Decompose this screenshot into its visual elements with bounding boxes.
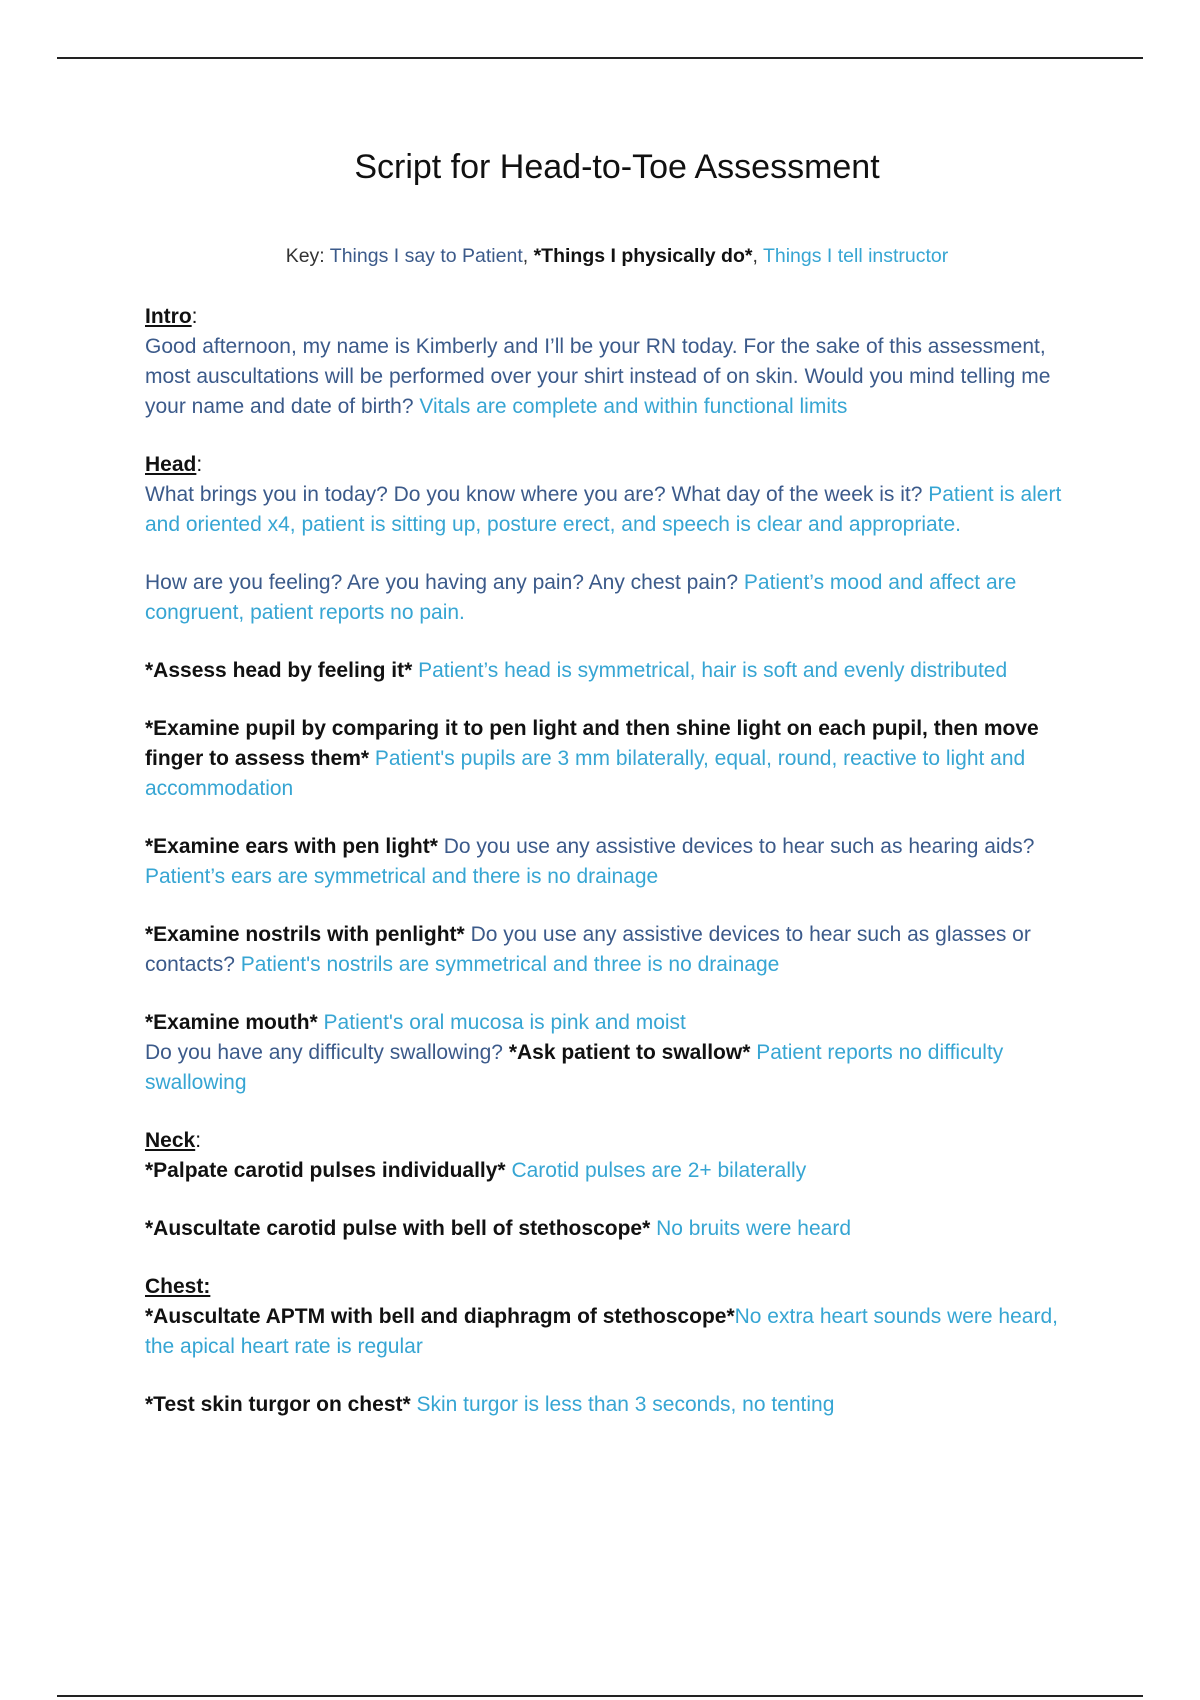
head-p8-tell: Patient reports no difficulty swallowing [145,1041,1004,1094]
head-p5-do: *Examine ears with pen light* [145,835,444,858]
head-p6-say: Do you use any assistive devices to hear such as glasses or contacts? [145,923,1031,976]
chest-p2-tell: Skin turgor is less than 3 seconds, no tenting [416,1393,835,1416]
head-p6-tell: Patient's nostrils are symmetrical and three is no drainage [240,953,780,976]
head-p7-do: *Examine mouth* [145,1011,324,1034]
head-paragraph-3 [145,656,1085,686]
chest-p1-tell: No extra heart sounds were heard, the apical heart rate is regular [145,1305,1058,1358]
neck-p1-tell: Carotid pulses are 2+ bilaterally [511,1159,807,1182]
head-p2-tell: Patient’s mood and affect are congruent, patient reports no pain. [145,571,1017,624]
chest-heading: Chest: [145,1275,211,1298]
head-p8-do: *Ask patient to swallow* [508,1041,757,1064]
head-p5-say: Do you use any assistive devices to hear such as hearing aids? [443,835,1035,858]
key-say: Things I say to Patient [329,245,523,267]
head-p5-tell: Patient’s ears are symmetrical and there is no drainage [145,865,659,888]
key-sep-1: , [522,245,534,267]
key-do: *Things I physically do* [533,245,753,267]
head-p6-do: *Examine nostrils with penlight* [145,923,471,946]
chest-section [145,1272,1085,1362]
chest-p1-do: *Auscultate APTM with bell and diaphragm of stethoscope* [145,1305,735,1328]
neck-heading: Neck [145,1129,196,1152]
head-p7-tell: Patient's oral mucosa is pink and moist [323,1011,686,1034]
bottom-rule [57,1695,1143,1697]
head-paragraph-4 [145,714,1085,804]
key-sep-2: , [752,245,763,267]
head-paragraph-5 [145,832,1085,892]
document-body [145,302,1085,1420]
neck-p1-do: *Palpate carotid pulses individually* [145,1159,512,1182]
chest-p2-do: *Test skin turgor on chest* [145,1393,417,1416]
neck-section: Neck: *Palpate carotid pulses individually* Carotid pulses are 2+ bilaterally [145,1129,807,1182]
head-p3-do: *Assess head by feeling it* [145,659,419,682]
head-p4-tell: Patient's pupils are 3 mm bilaterally, equal, round, reactive to light and accommodation [145,747,1026,800]
head-heading: Head [145,453,197,476]
head-p2-say: How are you feeling? Are you having any pain? Any chest pain? [145,571,744,594]
head-paragraph-2 [145,568,1085,628]
head-paragraph-6 [145,920,1085,980]
top-rule [57,57,1143,59]
head-paragraph-7 [145,1008,1085,1098]
intro-heading: Intro [145,305,192,328]
legend-key [0,245,1200,268]
chest-paragraph-2 [145,1390,1085,1420]
head-p4-do: *Examine pupil by comparing it to pen light and then shine light on each pupil, then move finger to assess them* [145,717,1039,770]
neck-p2-do: *Auscultate carotid pulse with bell of stethoscope* [145,1217,657,1240]
intro-tell: Vitals are complete and within functional limits [419,395,848,418]
head-p3-tell: Patient’s head is symmetrical, hair is soft and evenly distributed [418,659,1008,682]
intro-say: Good afternoon, my name is Kimberly and I’ll be your RN today. For the sake of this assessment, most auscultations will be performed over your shirt instead of on skin. Would you mind telling me your name and date of birth? [145,335,1051,418]
head-p8-say: Do you have any difficulty swallowing? [145,1041,509,1064]
head-section: Head: What brings you in today? Do you know where you are? What day of the week is it? Patient is alert and oriented x4, patient is sitting up, posture erect, and speech is clear and appropriate. [145,453,1062,536]
key-prefix: Key: [285,245,330,267]
key-tell: Things I tell instructor [762,245,949,267]
head-p1-tell: Patient is alert and oriented x4, patient is sitting up, posture erect, and speech is clear and appropriate. [145,483,1062,536]
neck-p2-tell: No bruits were heard [656,1217,852,1240]
document-title: Script for Head-to-Toe Assessment [354,148,880,186]
intro-section: Intro: Good afternoon, my name is Kimberly and I’ll be your RN today. For the sake of this assessment, most auscultations will be performed over your shirt instead of on skin. Would you mind telling me your name and date of birth? Vitals are complete and within functional limits [145,305,1051,418]
head-p1-say: What brings you in today? Do you know where you are? What day of the week is it? [145,483,929,506]
neck-paragraph-2 [145,1214,1085,1244]
